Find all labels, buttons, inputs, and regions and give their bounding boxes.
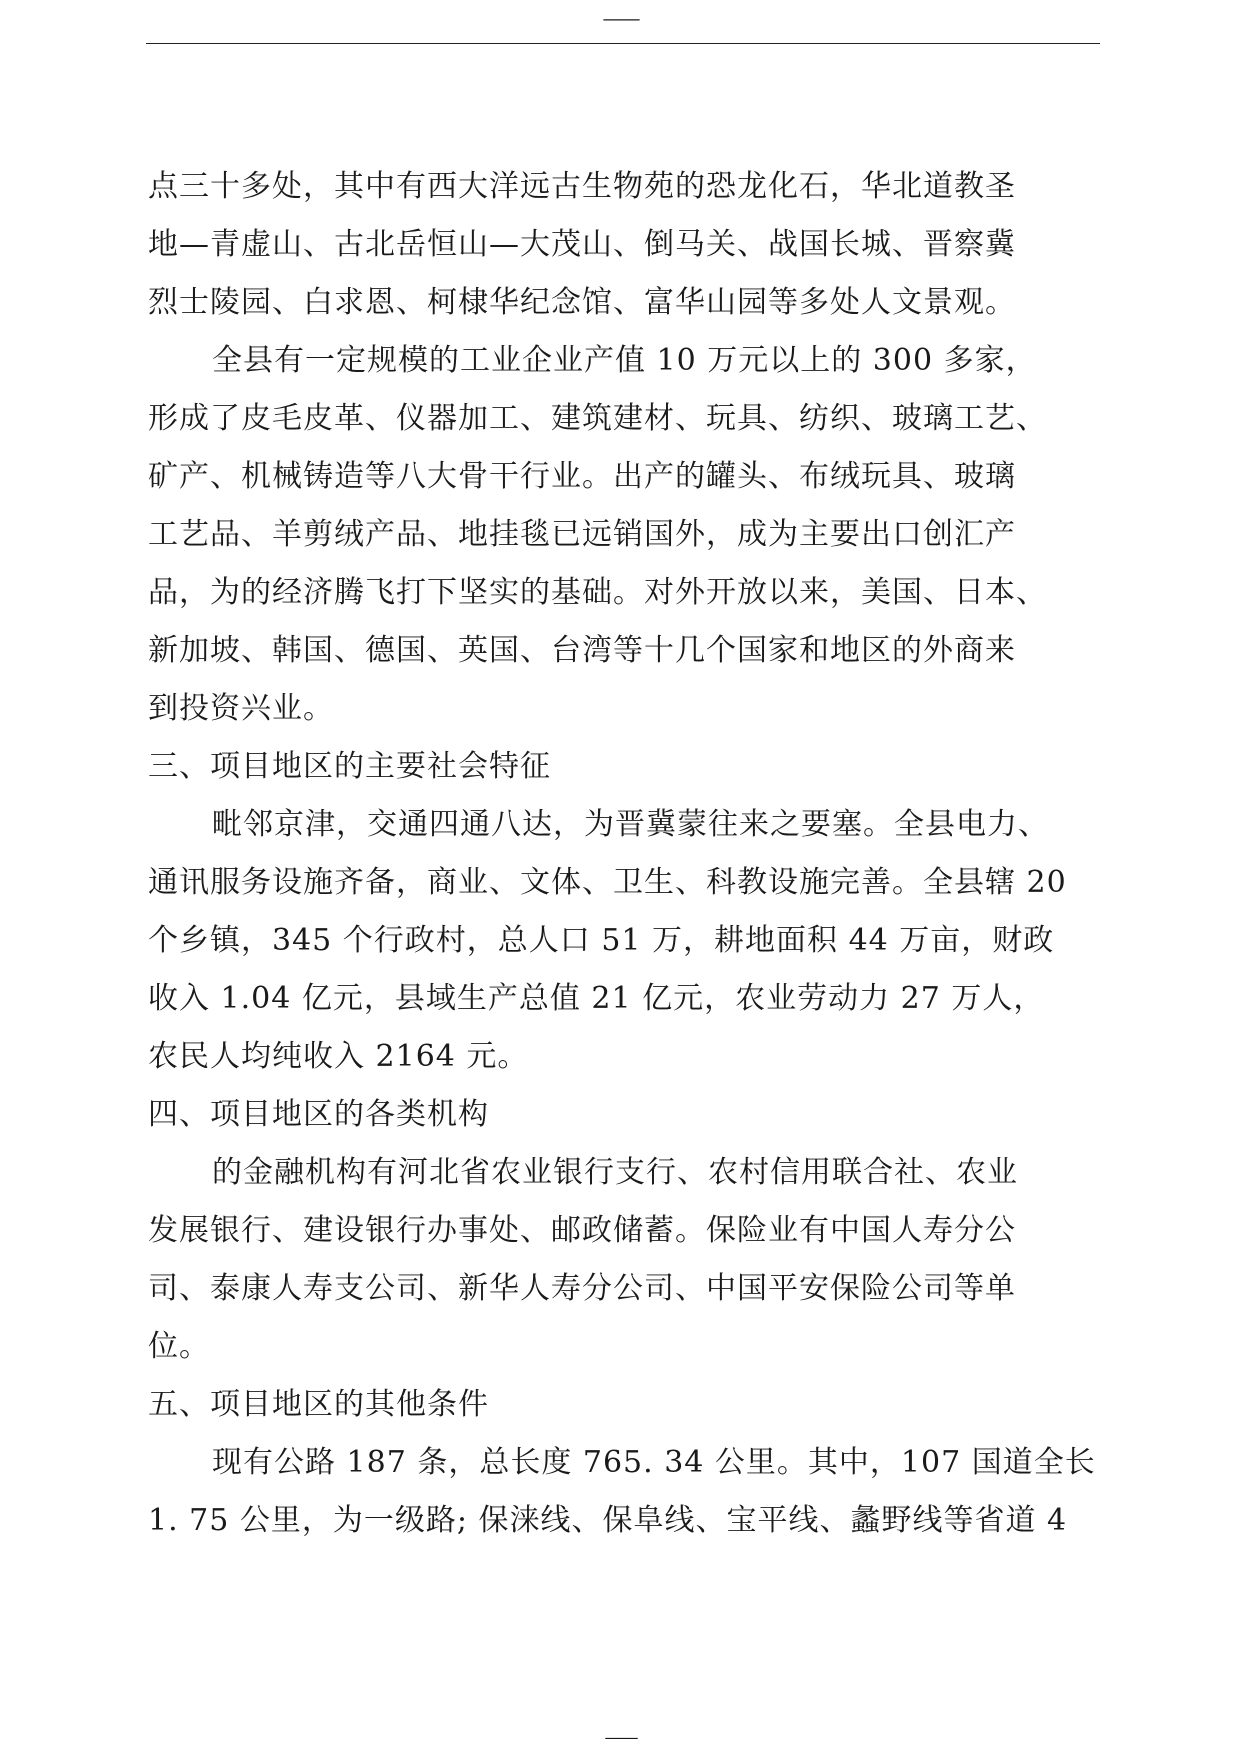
text-line: 点三十多处，其中有西大洋远古生物苑的恐龙化石，华北道教圣 (148, 169, 1016, 204)
text-line: 全县有一定规模的工业企业产值 10 万元以上的 300 多家， (212, 343, 1037, 378)
text-line: 三、项目地区的主要社会特征 (148, 749, 551, 784)
text-line: 形成了皮毛皮革、仪器加工、建筑建材、玩具、纺织、玻璃工艺、 (148, 401, 1047, 436)
text-line: 通讯服务设施齐备，商业、文体、卫生、科教设施完善。全县辖 20 (148, 865, 1067, 900)
text-line: 品，为的经济腾飞打下坚实的基础。对外开放以来，美国、日本、 (148, 575, 1047, 610)
text-line: 发展银行、建设银行办事处、邮政储蓄。保险业有中国人寿分公 (148, 1213, 1016, 1248)
text-line: 矿产、机械铸造等八大骨干行业。出产的罐头、布绒玩具、玻璃 (148, 459, 1016, 494)
text-line: 的金融机构有河北省农业银行支行、农村信用联合社、农业 (212, 1155, 1018, 1190)
text-line: 新加坡、韩国、德国、英国、台湾等十几个国家和地区的外商来 (148, 633, 1016, 668)
text-line: 工艺品、羊剪绒产品、地挂毯已远销国外，成为主要出口创汇产 (148, 517, 1016, 552)
text-line: 收入 1.04 亿元，县域生产总值 21 亿元，农业劳动力 27 万人， (148, 981, 1045, 1016)
document-body (148, 158, 1100, 1550)
header-divider (146, 43, 1100, 44)
text-line: 个乡镇，345 个行政村，总人口 51 万，耕地面积 44 万亩，财政 (148, 923, 1055, 958)
text-line: 现有公路 187 条，总长度 765. 34 公里。其中，107 国道全长 (212, 1445, 1096, 1480)
text-line: 农民人均纯收入 2164 元。 (148, 1039, 529, 1074)
page-footer-mark: —— (604, 1727, 637, 1748)
text-line: 司、泰康人寿支公司、新华人寿分公司、中国平安保险公司等单 (148, 1271, 1016, 1306)
text-line: 毗邻京津，交通四通八达，为晋冀蒙往来之要塞。全县电力、 (212, 807, 1049, 842)
text-line: 地—青虚山、古北岳恒山—大茂山、倒马关、战国长城、晋察冀 (148, 227, 1016, 262)
text-line: 1. 75 公里，为一级路; 保涞线、保阜线、宝平线、蠡野线等省道 4 (148, 1503, 1068, 1538)
text-line: 烈士陵园、白求恩、柯棣华纪念馆、富华山园等多处人文景观。 (148, 285, 1016, 320)
text-line: 四、项目地区的各类机构 (148, 1097, 489, 1132)
text-line: 位。 (148, 1329, 210, 1364)
page-header-mark: —— (602, 6, 639, 30)
text-line: 五、项目地区的其他条件 (148, 1387, 489, 1422)
text-line: 到投资兴业。 (148, 691, 334, 726)
